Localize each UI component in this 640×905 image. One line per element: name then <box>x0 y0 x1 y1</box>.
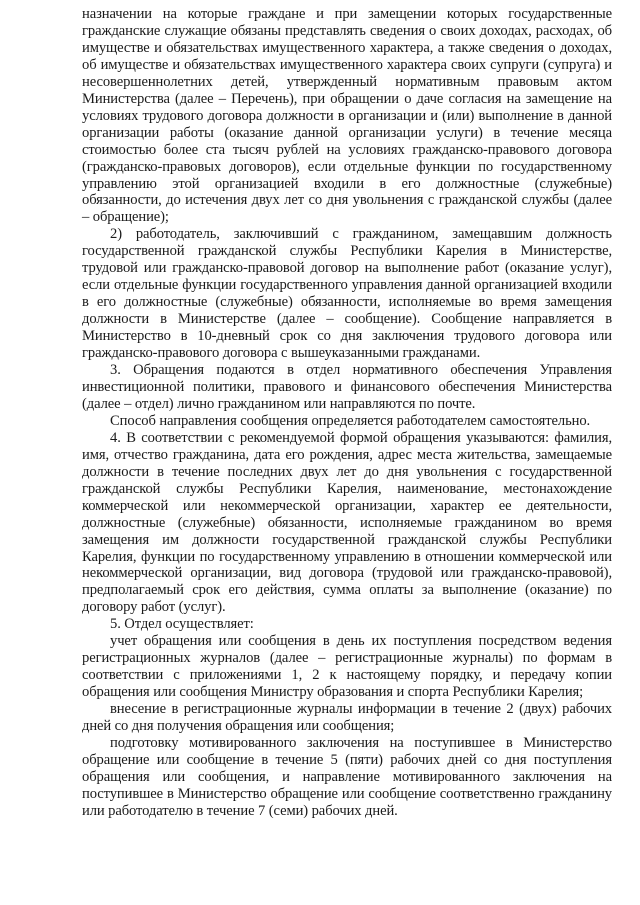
paragraph-continuation: назначении на которые граждане и при замещении которых государственные гражданские служащие обязаны представлять сведения о своих доходах, расходах, об имуществе и обязательствах имущественного характера, а также сведения о доходах, об имуществе и обязательствах имущественного характера своих супруги (супруга) и несовершеннолетних детей, утвержденный нормативным правовым актом Министерства (далее – Перечень), при обращении о даче согласия на замещение на условиях трудового договора должности в организации и (или) выполнение в данной организации работы (оказание данной организации услуги) в течение месяца стоимостью более ста тысяч рублей на условиях гражданско-правового договора (гражданско-правовых договоров), если отдельные функции по государственному управлению этой организацией входили в его должностные (служебные) обязанности, до истечения двух лет со дня увольнения с гражданской службы (далее – обращение); <box>82 6 612 226</box>
paragraph-journal-entry: внесение в регистрационные журналы информации в течение 2 (двух) рабочих дней со дня получения обращения или сообщения; <box>82 701 612 735</box>
document-page <box>82 6 612 820</box>
paragraph-conclusion: подготовку мотивированного заключения на поступившее в Министерство обращение или сообщение в течение 5 (пяти) рабочих дней со дня поступления обращения или сообщения, и направление мотивированного заключения на поступившее в Министерство обращение или сообщение соответственно гражданину или работодателю в течение 7 (семи) рабочих дней. <box>82 734 612 819</box>
paragraph-send-method: Способ направления сообщения определяется работодателем самостоятельно. <box>110 412 591 429</box>
paragraph-registration: учет обращения или сообщения в день их поступления посредством ведения регистрационных журналов (далее – регистрационные журналы) по формам в соответствии с приложениями 1, 2 к настоящему порядку, и передачу копии обращения или сообщения Министру образования и спорта Республики Карелия; <box>82 633 612 701</box>
paragraph-section-4: 4. В соответствии с рекомендуемой формой обращения указываются: фамилия, имя, отчество гражданина, дата его рождения, адрес места жительства, замещаемые должности в течение последних двух лет до дня увольнения с государственной гражданской службы Республики Карелия, наименование, местонахождение коммерческой или некоммерческой организации, характер ее деятельности, должностные (служебные) обязанности, исполняемые гражданином во время замещения им должности государственной гражданской службы Республики Карелия, функции по государственному управлению в отношении коммерческой или некоммерческой организации, вид договора (трудовой или гражданско-правовой), предполагаемый срок его действия, сумма оплаты за выполнение (оказание) по договору работ (услуг). <box>82 429 612 616</box>
paragraph-item-2: 2) работодатель, заключивший с гражданином, замещавшим должность государственной гражданской службы Республики Карелия в Министерстве, трудовой или гражданско-правовой договор на выполнение работ (оказание услуг), если отдельные функции государственного управления данной организацией входили в его должностные (служебные) обязанности, исполняемые во время замещения должности в Министерстве (далее – сообщение). Сообщение направляется в Министерство в 10-дневный срок со дня заключения трудового договора или гражданско-правового договора с вышеуказанными гражданами. <box>82 226 612 362</box>
paragraph-section-5-heading: 5. Отдел осуществляет: <box>110 616 254 633</box>
paragraph-section-3: 3. Обращения подаются в отдел нормативного обеспечения Управления инвестиционной политики, правового и финансового обеспечения Министерства (далее – отдел) лично гражданином или направляются по почте. <box>82 362 612 412</box>
